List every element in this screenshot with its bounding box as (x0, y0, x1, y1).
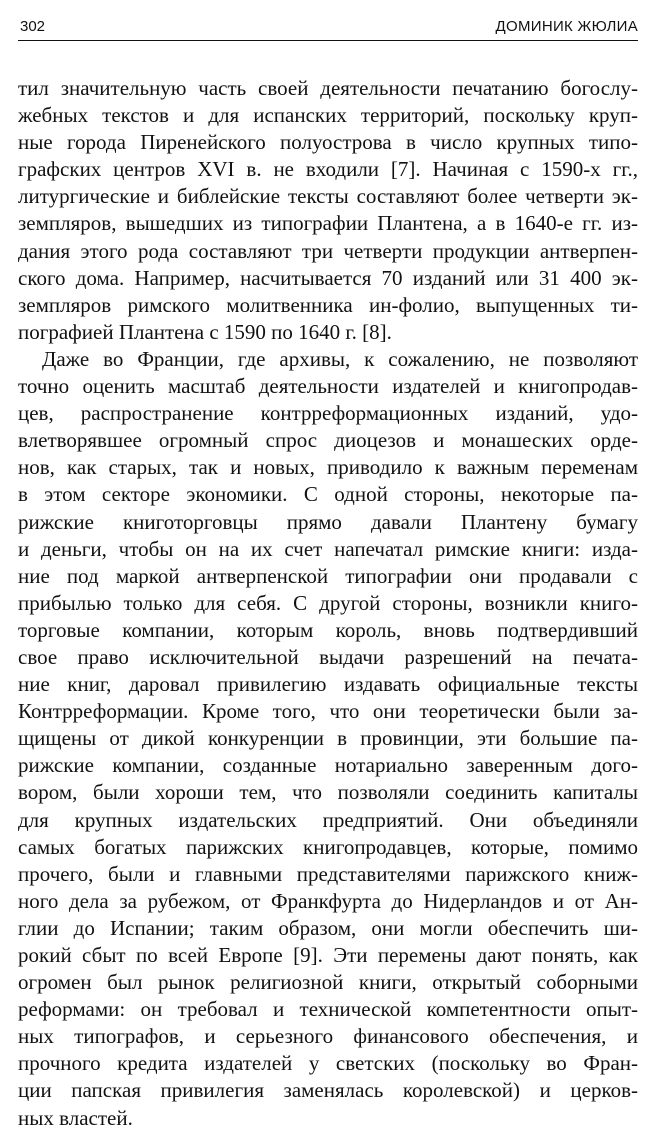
text-line: литургические и библейские тексты составляют более четверти эк- (18, 184, 638, 209)
text-line: ных типографов, и серьезного финансового обеспечения, и (18, 1024, 638, 1049)
text-line: ных властей. (18, 1105, 133, 1130)
text-line: жебных текстов и для испанских территорий, поскольку круп- (18, 103, 638, 128)
text-line: самых богатых парижских книгопродавцев, которые, помимо (18, 834, 638, 859)
text-line: ции папская привилегия заменялась королевской) и церков- (18, 1078, 638, 1103)
text-line: глии до Испании; таким образом, они могли обеспечить ши- (18, 915, 638, 940)
text-line: графских центров XVI в. не входили [7]. Начиная с 1590-х гг., (18, 157, 638, 182)
running-title: ДОМИНИК ЖЮЛИА (495, 18, 638, 35)
text-line: тил значительную часть своей деятельности печатанию богослу- (18, 76, 638, 100)
text-line: и деньги, чтобы он на их счет напечатал римские книги: изда- (18, 536, 638, 561)
text-line: для крупных издательских предприятий. Они объединяли (18, 807, 638, 832)
text-line: ского дома. Например, насчитывается 70 изданий или 31 400 эк- (18, 265, 638, 290)
text-line: вором, были хороши тем, что позволяли соединить капиталы (18, 780, 638, 805)
text-line: торговые компании, которым король, вновь подтвердивший (18, 617, 638, 642)
text-line: земпляров римского молитвенника ин-фолио, выпущенных ти- (18, 292, 638, 317)
text-line: пографией Плантена с 1590 по 1640 г. [8]. (18, 319, 392, 344)
text-line: влетворявшее огромный спрос диоцезов и монашеских орде- (18, 428, 638, 453)
text-line: рижские книготорговцы прямо давали Плантену бумагу (18, 509, 638, 534)
text-line: прибылью только для себя. С другой стороны, возникли книго- (18, 590, 638, 615)
book-page (18, 10, 638, 1132)
paragraph (18, 75, 638, 346)
text-line: в этом секторе экономики. С одной стороны, некоторые па- (18, 482, 638, 507)
text-line: ные города Пиренейского полуострова в число крупных типо- (18, 130, 638, 155)
paragraph (18, 346, 638, 1132)
text-line: цев, распространение контрреформационных изданий, удо- (18, 401, 638, 426)
text-line: ние под маркой антверпенской типографии они продавали с (18, 563, 638, 588)
text-line: рижские компании, созданные нотариально заверенным дого- (18, 753, 638, 778)
text-line: земпляров, вышедших из типографии Плантена, а в 1640-е гг. из- (18, 211, 638, 236)
page-number: 302 (20, 18, 46, 35)
text-line: дания этого рода составляют три четверти продукции антверпен- (18, 238, 638, 263)
text-line: свое право исключительной выдачи разрешений на печата- (18, 644, 638, 669)
body-text (18, 75, 638, 1132)
text-line: Контрреформации. Кроме того, что они теоретически были за- (18, 699, 638, 724)
text-line: Даже во Франции, где архивы, к сожалению, не позволяют (42, 346, 638, 371)
text-line: ного дела за рубежом, от Франкфурта до Нидерландов и от Ан- (18, 888, 638, 913)
text-line: прочного кредита издателей у светских (поскольку во Фран- (18, 1051, 638, 1076)
text-line: щищены от дикой конкуренции в провинции, эти большие па- (18, 726, 638, 751)
text-line: реформами: он требовал и технической компетентности опыт- (18, 997, 638, 1022)
text-line: рокий сбыт по всей Европе [9]. Эти перемены дают понять, как (18, 943, 638, 967)
running-header (18, 10, 638, 41)
text-line: точно оценить масштаб деятельности издателей и книгопродав- (18, 374, 638, 399)
text-line: огромен был рынок религиозной книги, открытый соборными (18, 970, 638, 995)
text-line: прочего, были и главными представителями парижского книж- (18, 861, 638, 886)
text-line: ние книг, даровал привилегию издавать официальные тексты (18, 672, 638, 697)
text-line: нов, как старых, так и новых, приводило к важным переменам (18, 455, 638, 480)
